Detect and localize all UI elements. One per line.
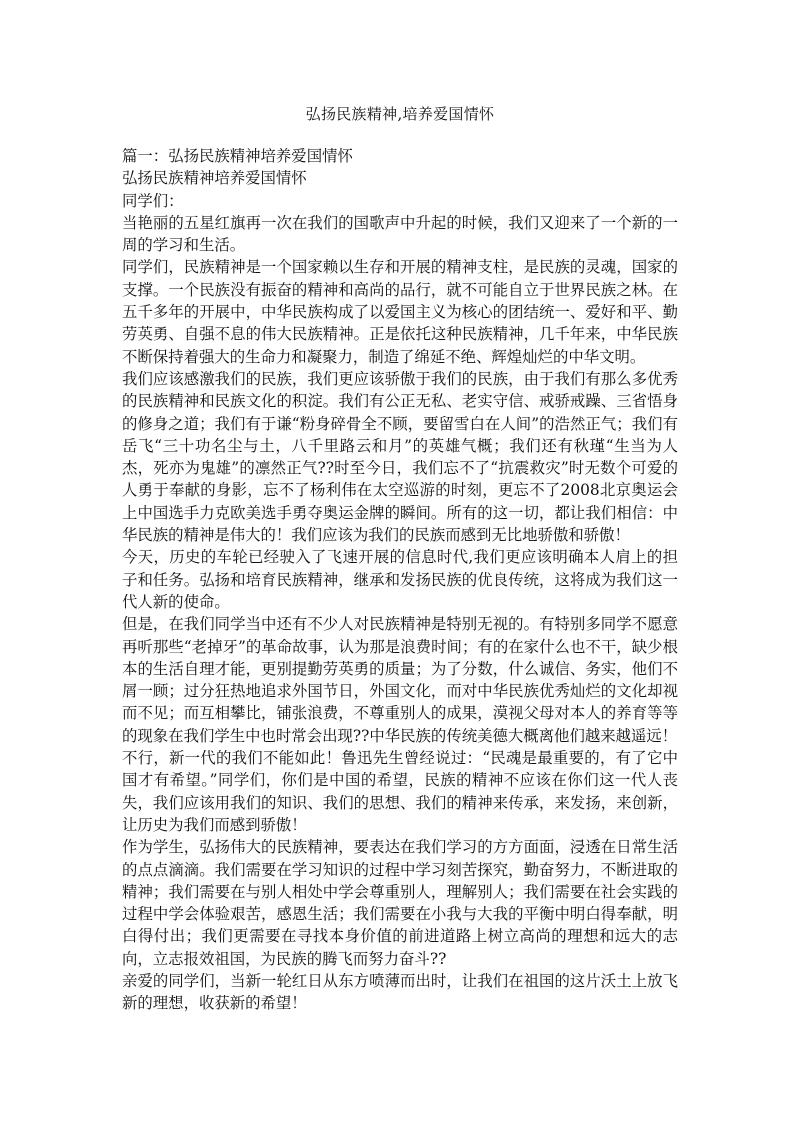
body-paragraph: 我们应该感激我们的民族，我们更应该骄傲于我们的民族，由于我们有那么多优秀的民族精神和民族文化的积淀。我们有公正无私、老实守信、戒骄戒躁、三省悟身的修身之道；我们有于谦“粉身碎骨全不顾，要留雪白在人间”的浩然正气；我们有岳飞“三十功名尘与土，八千里路云和月”的英雄气概；我们还有秋瑾“生当为人杰，死亦为鬼雄”的凛然正气??时至今日，我们忘不了“抗震救灾”时无数个可爱的人勇于奉献的身影，忘不了杨利伟在太空巡游的时刻，更忘不了2008北京奥运会上中国选手力克欧美选手勇夺奥运金牌的瞬间。所有的这一切，都让我们相信：中华民族的精神是伟大的！我们应该为我们的民族而感到无比地骄傲和骄傲！ xyxy=(122,369,678,545)
document-title: 弘扬民族精神,培养爱国情怀 xyxy=(305,105,495,123)
body-paragraph: 但是，在我们同学当中还有不少人对民族精神是特别无视的。有特别多同学不愿意再听那些“老掉牙”的革命故事，认为那是浪费时间；有的在家什么也不干，缺少根本的生活自理才能，更别提勤劳英勇的质量；为了分数，什么诚信、务实，他们不屑一顾；过分狂热地追求外国节日，外国文化，而对中华民族优秀灿烂的文化却视而不见；而互相攀比，铺张浪费，不尊重别人的成果，漠视父母对本人的养育等等的现象在我们学生中也时常会出现??中华民族的传统美德大概离他们越来越遥远！ xyxy=(122,615,678,745)
body-paragraph: 同学们，民族精神是一个国家赖以生存和开展的精神支柱，是民族的灵魂，国家的支撑。一个民族没有振奋的精神和高尚的品行，就不可能自立于世界民族之林。在五千多年的开展中，中华民族构成了以爱国主义为核心的团结统一、爱好和平、勤劳英勇、自强不息的伟大民族精神。正是依托这种民族精神，几千年来，中华民族不断保持着强大的生命力和凝聚力，制造了绵延不绝、辉煌灿烂的中华文明。 xyxy=(122,258,678,366)
body-paragraph: 不行，新一代的我们不能如此！鲁迅先生曾经说过：“民魂是最重要的，有了它中国才有希望。”同学们，你们是中国的希望，民族的精神不应该在你们这一代人丧失，我们应该用我们的知识、我们的思想、我们的精神来传承，来发扬，来创新，让历史为我们而感到骄傲！ xyxy=(122,749,678,834)
speech-title: 弘扬民族精神培养爱国情怀 xyxy=(122,169,307,188)
body-paragraph: 当艳丽的五星红旗再一次在我们的国歌声中升起的时候，我们又迎来了一个新的一周的学习和生活。 xyxy=(122,213,678,255)
salutation: 同学们： xyxy=(122,191,184,210)
body-paragraph: 今天，历史的车轮已经驶入了飞速开展的信息时代,我们更应该明确本人肩上的担子和任务。弘扬和培育民族精神，继承和发扬民族的优良传统，这将成为我们这一代人新的使命。 xyxy=(122,548,678,611)
body-paragraph: 作为学生，弘扬伟大的民族精神，要表达在我们学习的方方面面，浸透在日常生活的点点滴滴。我们需要在学习知识的过程中学习刻苦探究，勤奋努力，不断进取的精神；我们需要在与别人相处中学会尊重别人，理解别人；我们需要在社会实践的过程中学会体验艰苦，感恩生活；我们需要在小我与大我的平衡中明白得奉献，明白得付出；我们更需要在寻找本身价值的前进道路上树立高尚的理想和远大的志向，立志报效祖国，为民族的腾飞而努力奋斗?? xyxy=(122,838,678,968)
document-body xyxy=(122,145,678,1015)
section-heading: 篇一：弘扬民族精神培养爱国情怀 xyxy=(122,147,353,165)
closing-paragraph: 亲爱的同学们，当新一轮红日从东方喷薄而出时，让我们在祖国的这片沃土上放飞新的理想，收获新的希望！ xyxy=(122,971,678,1013)
